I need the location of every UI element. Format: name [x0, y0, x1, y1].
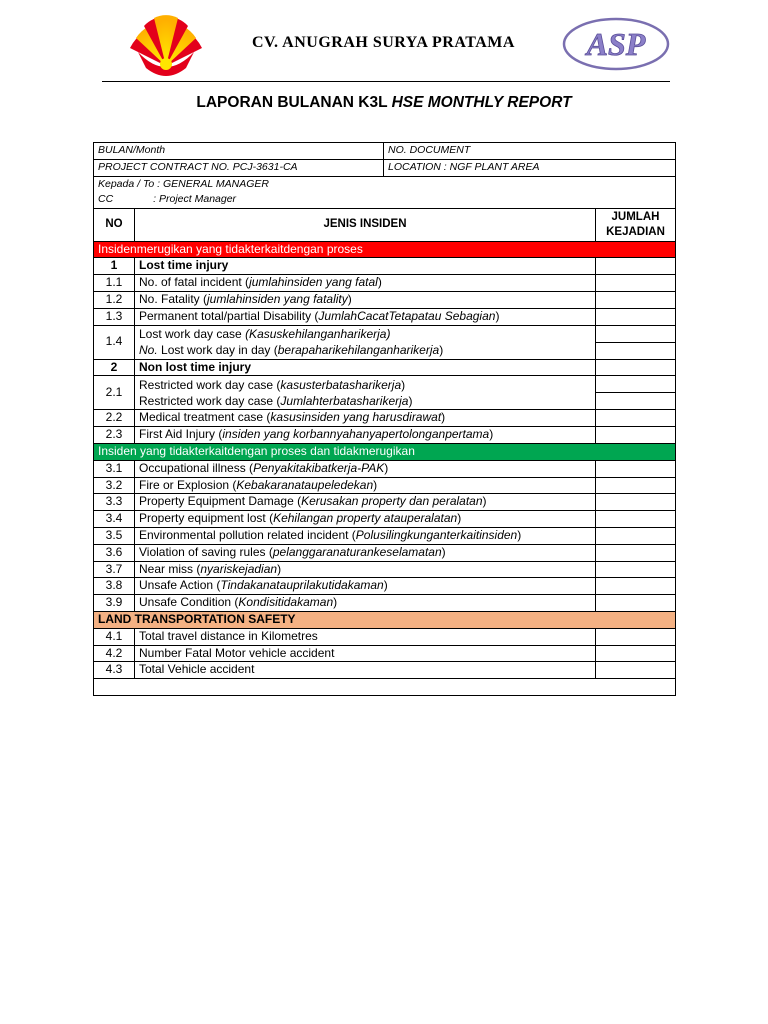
table-row — [94, 662, 676, 679]
table-row — [94, 325, 676, 359]
count-cell — [596, 376, 676, 410]
row-no: 3.4 — [94, 511, 135, 528]
table-row — [94, 258, 676, 275]
section-title-3: LAND TRANSPORTATION SAFETY — [94, 611, 676, 628]
row-label: Fire or Explosion (Kebakaranataupeledekan) — [135, 477, 596, 494]
row-no: 3.3 — [94, 494, 135, 511]
row-label: Non lost time injury — [135, 359, 596, 376]
col-incident-type: JENIS INSIDEN — [135, 208, 596, 241]
row-label: Property Equipment Damage (Kerusakan property dan peralatan) — [135, 494, 596, 511]
cc-label: CC — [98, 193, 114, 206]
table-row — [94, 359, 676, 376]
section-title-2: Insiden yang tidakterkaitdengan proses dan tidakmerugikan — [94, 443, 676, 460]
row-label: No. of fatal incident (jumlahinsiden yang fatal) — [135, 275, 596, 292]
section-header-2 — [94, 443, 676, 460]
asp-logo-icon — [561, 16, 671, 72]
count-cell — [596, 460, 676, 477]
recipient-row — [94, 176, 676, 208]
row-no: 2.1 — [94, 376, 135, 410]
row-label: No. Fatality (jumlahinsiden yang fatality) — [135, 291, 596, 308]
table-row — [94, 477, 676, 494]
row-no: 3.8 — [94, 578, 135, 595]
row-label: Number Fatal Motor vehicle accident — [135, 645, 596, 662]
empty-footer-row — [94, 679, 676, 696]
row-no: 2 — [94, 359, 135, 376]
month-field: BULAN/Month — [94, 143, 384, 160]
row-label: Unsafe Action (Tindakanatauprilakutidakaman) — [135, 578, 596, 595]
hse-report-table — [93, 142, 676, 696]
row-no: 3.7 — [94, 561, 135, 578]
count-cell — [596, 645, 676, 662]
col-no: NO — [94, 208, 135, 241]
table-row — [94, 595, 676, 612]
to-line: Kepada / To : GENERAL MANAGER — [98, 178, 269, 191]
count-cell — [596, 527, 676, 544]
empty-cell — [94, 679, 676, 696]
contract-field: PROJECT CONTRACT NO. PCJ-3631-CA — [94, 159, 384, 176]
row-no: 2.3 — [94, 427, 135, 444]
section-header-3 — [94, 611, 676, 628]
company-name: CV. ANUGRAH SURYA PRATAMA — [252, 34, 515, 51]
count-cell — [596, 544, 676, 561]
row-label: First Aid Injury (insiden yang korbannyahanyapertolonganpertama) — [135, 427, 596, 444]
count-cell — [596, 427, 676, 444]
row-label: Occupational illness (Penyakitakibatkerja-PAK) — [135, 460, 596, 477]
row-label: Lost time injury — [135, 258, 596, 275]
row-no: 1.3 — [94, 308, 135, 325]
table-row — [94, 578, 676, 595]
company-logo-shell-icon — [124, 8, 208, 78]
report-header — [0, 0, 768, 90]
count-cell — [596, 662, 676, 679]
count-cell — [596, 511, 676, 528]
row-label: Permanent total/partial Disability (JumlahCacatTetapatau Sebagian) — [135, 308, 596, 325]
row-label: Restricted work day case (kasusterbatasharikerja) Restricted work day case (Jumlahterbatasharikerja) — [135, 376, 596, 410]
table-row — [94, 410, 676, 427]
count-cell — [596, 291, 676, 308]
row-no: 3.6 — [94, 544, 135, 561]
row-label: Total travel distance in Kilometres — [135, 628, 596, 645]
meta-row-2 — [94, 159, 676, 176]
recipient-field — [94, 176, 676, 208]
row-label: Lost work day case (Kasuskehilanganharikerja) No. Lost work day in day (berapaharikehilanganharikerja) — [135, 325, 596, 359]
row-no: 1.1 — [94, 275, 135, 292]
table-row — [94, 460, 676, 477]
row-no: 4.3 — [94, 662, 135, 679]
row-label: Total Vehicle accident — [135, 662, 596, 679]
count-cell — [596, 258, 676, 275]
asp-logo-text: ASP — [586, 26, 646, 62]
table-row — [94, 494, 676, 511]
table-row — [94, 275, 676, 292]
count-cell — [596, 595, 676, 612]
row-label: Environmental pollution related incident (Polusilingkunganterkaitinsiden) — [135, 527, 596, 544]
row-no: 1.4 — [94, 325, 135, 359]
count-cell — [596, 325, 676, 359]
document-no-field: NO. DOCUMENT — [384, 143, 676, 160]
count-cell — [596, 628, 676, 645]
row-label: Property equipment lost (Kehilangan property atauperalatan) — [135, 511, 596, 528]
count-cell — [596, 477, 676, 494]
table-row — [94, 544, 676, 561]
table-row — [94, 291, 676, 308]
title-english: HSE MONTHLY REPORT — [391, 94, 572, 111]
cc-value: : Project Manager — [153, 193, 237, 206]
count-cell — [596, 359, 676, 376]
row-no: 3.9 — [94, 595, 135, 612]
row-label: Near miss (nyariskejadian) — [135, 561, 596, 578]
table-row — [94, 645, 676, 662]
table-row — [94, 376, 676, 410]
row-no: 4.1 — [94, 628, 135, 645]
row-no: 3.1 — [94, 460, 135, 477]
row-no: 4.2 — [94, 645, 135, 662]
table-row — [94, 527, 676, 544]
row-label: Violation of saving rules (pelanggaranaturankeselamatan) — [135, 544, 596, 561]
table-row — [94, 628, 676, 645]
col-count-line2: KEJADIAN — [606, 225, 665, 238]
col-count-line1: JUMLAH — [611, 210, 660, 223]
cc-line — [98, 192, 671, 207]
title-indonesian: LAPORAN BULANAN K3L — [196, 94, 388, 111]
column-header-row — [94, 208, 676, 241]
table-row — [94, 561, 676, 578]
row-no: 3.2 — [94, 477, 135, 494]
table-row — [94, 308, 676, 325]
table-row — [94, 511, 676, 528]
count-cell — [596, 561, 676, 578]
col-count — [596, 208, 676, 241]
count-cell — [596, 494, 676, 511]
count-cell — [596, 410, 676, 427]
count-cell — [596, 275, 676, 292]
count-cell — [596, 578, 676, 595]
count-cell — [596, 308, 676, 325]
row-label: Unsafe Condition (Kondisitidakaman) — [135, 595, 596, 612]
header-divider — [102, 81, 670, 82]
meta-row-1 — [94, 143, 676, 160]
row-no: 1 — [94, 258, 135, 275]
page-title — [0, 94, 768, 112]
row-no: 2.2 — [94, 410, 135, 427]
section-title-1: Insidenmerugikan yang tidakterkaitdengan proses — [94, 241, 676, 258]
row-no: 1.2 — [94, 291, 135, 308]
row-no: 3.5 — [94, 527, 135, 544]
table-row — [94, 427, 676, 444]
section-header-1 — [94, 241, 676, 258]
row-label: Medical treatment case (kasusinsiden yang harusdirawat) — [135, 410, 596, 427]
location-field: LOCATION : NGF PLANT AREA — [384, 159, 676, 176]
